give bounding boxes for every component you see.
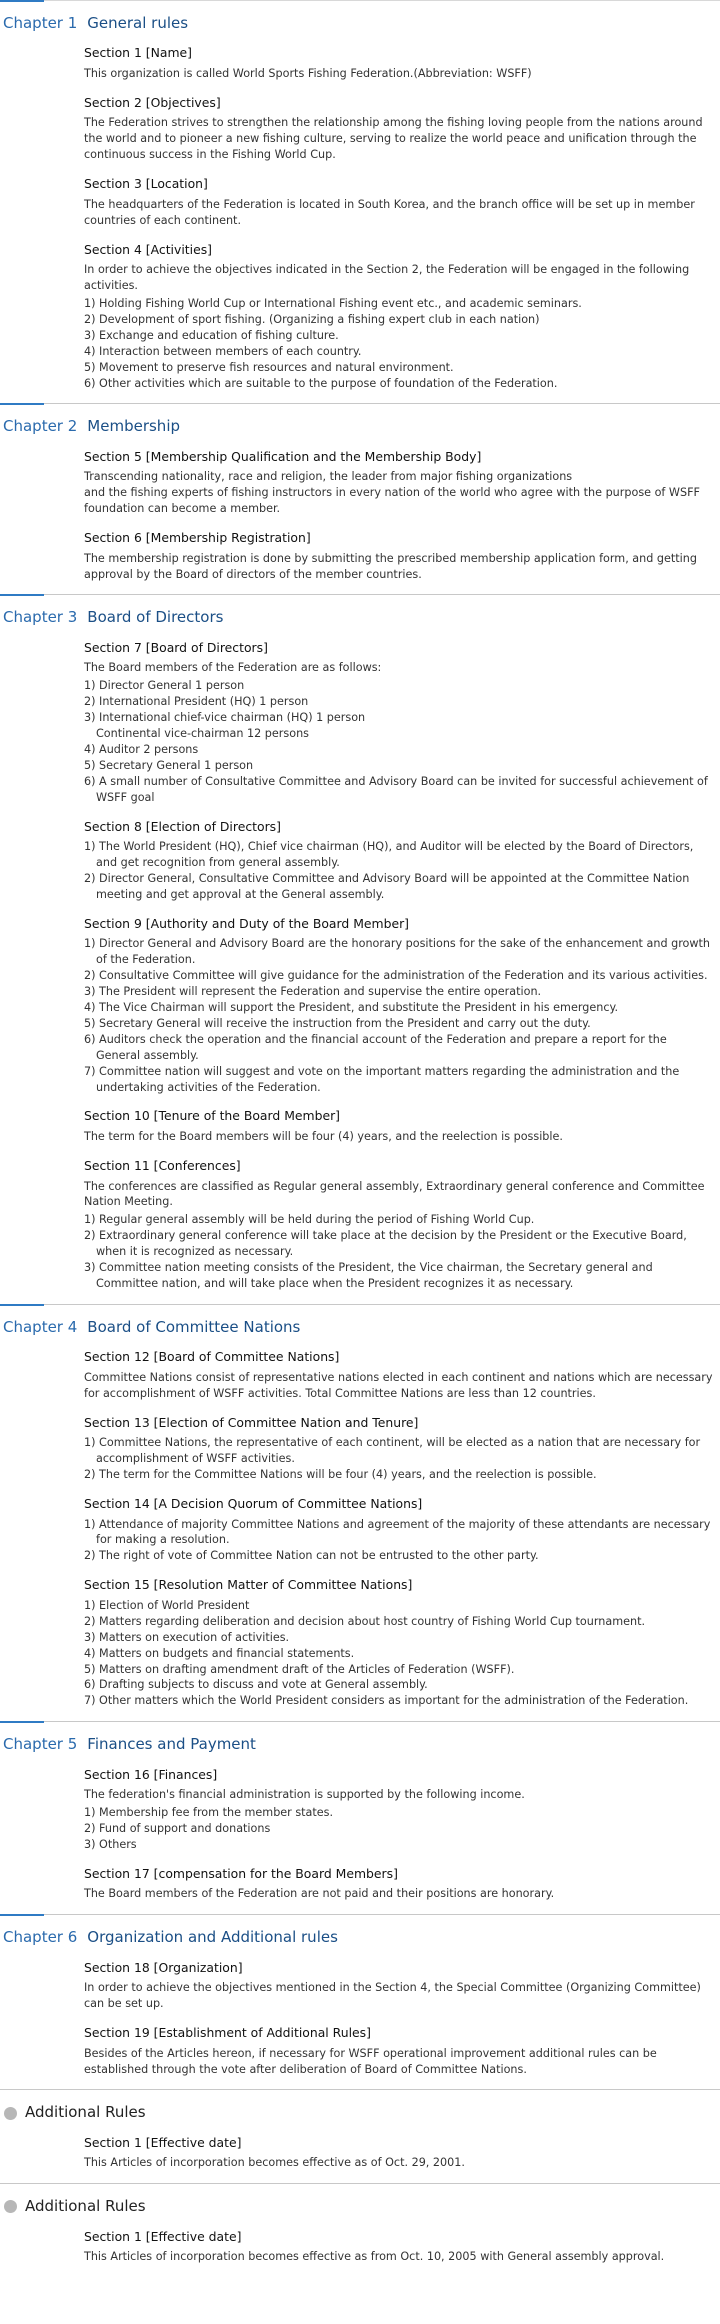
article-section — [0, 1414, 720, 1483]
article-section — [0, 529, 720, 582]
section-list — [84, 1598, 714, 1709]
section-list — [84, 296, 714, 391]
section-title: Section 1 [Effective date] — [84, 2134, 242, 2150]
section-title: Section 12 [Board of Committee Nations] — [84, 1349, 340, 1365]
additional-rules-title: Additional Rules — [25, 2197, 146, 2216]
list-item: 3) The President will represent the Federation and supervise the entire operation. — [84, 985, 542, 999]
article-section — [0, 1766, 720, 1853]
additional-rules-heading — [0, 2196, 720, 2217]
list-item: 2) Consultative Committee will give guidance for the administration of the Federation and its various activities. — [84, 969, 708, 983]
chapter-title: General rules — [87, 14, 189, 32]
article-section — [0, 1576, 720, 1709]
list-item: 6) Other activities which are suitable to the purpose of foundation of the Federation. — [84, 376, 558, 390]
bullet-circle-icon — [4, 2200, 17, 2213]
article-section — [0, 639, 720, 806]
list-item: 1) Holding Fishing World Cup or International Fishing event etc., and academic seminars. — [84, 296, 582, 310]
section-title: Section 7 [Board of Directors] — [84, 639, 268, 655]
list-item: 2) Director General, Consultative Committee and Advisory Board will be appointed at the Committee Nation meeting and get approval at the General assembly. — [84, 871, 690, 901]
chapter-block — [0, 1721, 720, 1914]
additional-rules-title: Additional Rules — [25, 2103, 146, 2122]
section-text: Transcending nationality, race and religion, the leader from major fishing organizations and the fishing experts of fishing instructors in every nation of the world who agree with the purpose of WSFF foundation can become a member. — [84, 470, 700, 516]
article-section — [0, 1865, 720, 1903]
section-title: Section 19 [Establishment of Additional Rules] — [84, 2025, 371, 2040]
section-title: Section 10 [Tenure of the Board Member] — [84, 1108, 340, 1124]
list-item: 1) Regular general assembly will be held during the period of Fishing World Cup. — [84, 1213, 535, 1227]
chapter-accent-bar — [0, 0, 44, 2]
list-item: 2) Extraordinary general conference will take place at the decision by the President or the Executive Board, when it is recognized as necessary. — [84, 1229, 687, 1259]
chapter-block — [0, 1914, 720, 2089]
article-section — [0, 241, 720, 392]
chapter-title: Board of Directors — [87, 608, 224, 627]
article-section — [0, 1348, 720, 1401]
article-section — [0, 1495, 720, 1564]
chapter-number: Chapter 5 — [3, 1735, 78, 1754]
list-item: 2) International President (HQ) 1 person — [84, 695, 309, 709]
list-item: 1) Attendance of majority Committee Nations and agreement of the majority of these attendants are necessary for making a resolution. — [84, 1517, 711, 1547]
list-item: 6) Auditors check the operation and the financial account of the Federation and prepare a report for the General assembly. — [84, 1032, 667, 1062]
article-section — [0, 94, 720, 163]
list-item: 4) The Vice Chairman will support the President, and substitute the President in his emergency. — [84, 1001, 619, 1014]
list-item: 3) Matters on execution of activities. — [84, 1630, 290, 1644]
section-text: Besides of the Articles hereon, if necessary for WSFF operational improvement additional rules can be established through the vote after deliberation of Board of Committee Nations. — [84, 2046, 657, 2076]
section-text: The headquarters of the Federation is located in South Korea, and the branch office will be set up in member countries of each continent. — [84, 197, 695, 227]
chapter-title: Board of Committee Nations — [87, 1317, 301, 1336]
list-item: 2) Matters regarding deliberation and decision about host country of Fishing World Cup tournament. — [84, 1614, 646, 1628]
section-text: This Articles of incorporation becomes effective as from Oct. 10, 2005 with General assembly approval. — [84, 2250, 665, 2264]
chapter-block — [0, 1304, 720, 1721]
chapter-number: Chapter 1 — [3, 14, 78, 32]
list-item: 4) Interaction between members of each country. — [84, 344, 362, 358]
article-section — [0, 2024, 720, 2077]
chapter-accent-bar — [0, 594, 44, 596]
list-item: 3) International chief-vice chairman (HQ) 1 person Continental vice-chairman 12 persons — [84, 711, 366, 740]
section-title: Section 8 [Election of Directors] — [84, 818, 281, 834]
article-section — [0, 1107, 720, 1145]
list-item: 4) Auditor 2 persons — [84, 742, 199, 756]
list-item: 5) Secretary General will receive the instruction from the President and carry out the duty. — [84, 1016, 591, 1030]
section-text: The Board members of the Federation are not paid and their positions are honorary. — [84, 1887, 555, 1901]
bullet-circle-icon — [4, 2107, 17, 2120]
chapter-heading — [0, 1734, 720, 1755]
additional-rules-heading — [0, 2102, 720, 2123]
section-text: The conferences are classified as Regular general assembly, Extraordinary general conference and Committee Nation Meeting. — [84, 1179, 705, 1209]
section-title: Section 15 [Resolution Matter of Committee Nations] — [84, 1577, 413, 1593]
list-item: 5) Secretary General 1 person — [84, 758, 254, 772]
list-item: 3) Exchange and education of fishing culture. — [84, 328, 339, 342]
section-text: In order to achieve the objectives indicated in the Section 2, the Federation will be engaged in the following activities. — [84, 263, 690, 293]
section-title: Section 4 [Activities] — [84, 241, 212, 257]
section-title: Section 17 [compensation for the Board Members] — [84, 1865, 398, 1881]
chapter-block — [0, 0, 720, 403]
article-section — [0, 1157, 720, 1292]
chapter-block — [0, 594, 720, 1303]
article-section — [0, 44, 720, 82]
section-title: Section 13 [Election of Committee Nation and Tenure] — [84, 1414, 419, 1430]
list-item: 1) The World President (HQ), Chief vice chairman (HQ), and Auditor will be elected by the Board of Directors, and get recognition from general assembly. — [84, 840, 694, 870]
list-item: 5) Movement to preserve fish resources and natural environment. — [84, 360, 454, 374]
list-item: 5) Matters on drafting amendment draft of the Articles of Federation (WSFF). — [84, 1662, 515, 1676]
chapter-heading — [0, 1317, 720, 1338]
article-section — [0, 1959, 720, 2012]
section-text: This organization is called World Sports Fishing Federation.(Abbreviation: WSFF) — [84, 66, 532, 80]
chapter-block — [0, 403, 720, 594]
list-item: 3) Committee nation meeting consists of the President, the Vice chairman, the Secretary general and Committee nation, and will take place when the President recognizes it as necessary. — [84, 1261, 653, 1290]
list-item: 1) Membership fee from the member states. — [84, 1806, 334, 1820]
section-list — [84, 1517, 714, 1565]
section-text: Committee Nations consist of representative nations elected in each continent and nations which are necessary for accomplishment of WSFF activities. Total Committee Nations are less than 12 countries. — [84, 1370, 713, 1400]
list-item: 1) Director General 1 person — [84, 679, 245, 693]
chapter-number: Chapter 4 — [3, 1317, 78, 1336]
chapter-number: Chapter 6 — [3, 1928, 78, 1947]
section-title: Section 16 [Finances] — [84, 1766, 218, 1782]
chapter-heading — [0, 1927, 720, 1948]
chapter-accent-bar — [0, 1914, 44, 1916]
list-item: 2) Development of sport fishing. (Organizing a fishing expert club in each nation) — [84, 312, 540, 326]
section-title: Section 14 [A Decision Quorum of Committee Nations] — [84, 1495, 423, 1511]
section-text: The membership registration is done by submitting the prescribed membership application form, and getting approval by the Board of directors of the member countries. — [84, 551, 697, 581]
section-list — [84, 1435, 714, 1483]
section-text: This Articles of incorporation becomes effective as of Oct. 29, 2001. — [84, 2156, 465, 2170]
section-title: Section 9 [Authority and Duty of the Board Member] — [84, 915, 409, 931]
list-item: 2) The term for the Committee Nations will be four (4) years, and the reelection is possible. — [84, 1468, 597, 1482]
section-text: The federation's financial administration is supported by the following income. — [84, 1788, 525, 1802]
list-item: 7) Other matters which the World President considers as important for the administration of the Federation. — [84, 1694, 689, 1708]
section-text: In order to achieve the objectives mentioned in the Section 4, the Special Committee (Organizing Committee) can be set up. — [84, 1981, 701, 2011]
chapter-heading — [0, 416, 720, 437]
additional-rules-block — [0, 2183, 720, 2277]
list-item: 4) Matters on budgets and financial statements. — [84, 1646, 355, 1660]
article-section — [0, 915, 720, 1096]
chapter-title: Membership — [87, 417, 181, 436]
section-title: Section 2 [Objectives] — [84, 94, 221, 110]
list-item: 2) Fund of support and donations — [84, 1821, 271, 1835]
article-section — [0, 818, 720, 903]
list-item: 1) Director General and Advisory Board are the honorary positions for the sake of the enhancement and growth of the Federation. — [84, 937, 711, 967]
section-list — [84, 1805, 714, 1853]
list-item: 6) Drafting subjects to discuss and vote at General assembly. — [84, 1678, 428, 1692]
section-title: Section 1 [Name] — [84, 45, 193, 61]
chapter-accent-bar — [0, 1304, 44, 1306]
article-section — [0, 448, 720, 517]
chapter-title: Organization and Additional rules — [87, 1928, 338, 1947]
section-title: Section 11 [Conferences] — [84, 1157, 241, 1173]
list-item: 3) Others — [84, 1837, 137, 1851]
list-item: 2) The right of vote of Committee Nation can not be entrusted to the other party. — [84, 1549, 539, 1563]
section-list — [84, 839, 714, 903]
chapter-title: Finances and Payment — [87, 1735, 256, 1754]
section-text: The term for the Board members will be four (4) years, and the reelection is possible. — [84, 1130, 563, 1144]
section-title: Section 1 [Effective date] — [84, 2228, 242, 2244]
section-title: Section 5 [Membership Qualification and the Membership Body] — [84, 448, 482, 464]
section-title: Section 3 [Location] — [84, 176, 208, 192]
list-item: 6) A small number of Consultative Committee and Advisory Board can be invited for successful achievement of WSFF goal — [84, 774, 708, 804]
chapter-accent-bar — [0, 403, 44, 405]
section-list — [84, 936, 714, 1095]
section-text: The Federation strives to strengthen the relationship among the fishing loving people from the nations around the world and to pioneer a new fishing culture, serving to realize the world peace and unification through the continuous success in the Fishing World Cup. — [84, 116, 703, 162]
chapter-accent-bar — [0, 1721, 44, 1723]
section-list — [84, 678, 714, 805]
chapter-heading — [0, 13, 720, 34]
list-item: 7) Committee nation will suggest and vote on the important matters regarding the administration and the undertaking activities of the Federation. — [84, 1064, 680, 1094]
list-item: 1) Committee Nations, the representative of each continent, will be elected as a nation that are necessary for accomplishment of WSFF activities. — [84, 1436, 701, 1466]
additional-rules-block — [0, 2089, 720, 2183]
section-title: Section 6 [Membership Registration] — [84, 530, 311, 546]
chapter-number: Chapter 3 — [3, 608, 78, 627]
article-section — [0, 2228, 720, 2266]
section-title: Section 18 [Organization] — [84, 1959, 243, 1975]
section-list — [84, 1212, 714, 1292]
chapter-number: Chapter 2 — [3, 417, 78, 436]
chapter-heading — [0, 607, 720, 628]
article-section — [0, 175, 720, 228]
section-text: The Board members of the Federation are as follows: — [84, 661, 382, 675]
list-item: 1) Election of World President — [84, 1598, 250, 1612]
article-section — [0, 2134, 720, 2172]
